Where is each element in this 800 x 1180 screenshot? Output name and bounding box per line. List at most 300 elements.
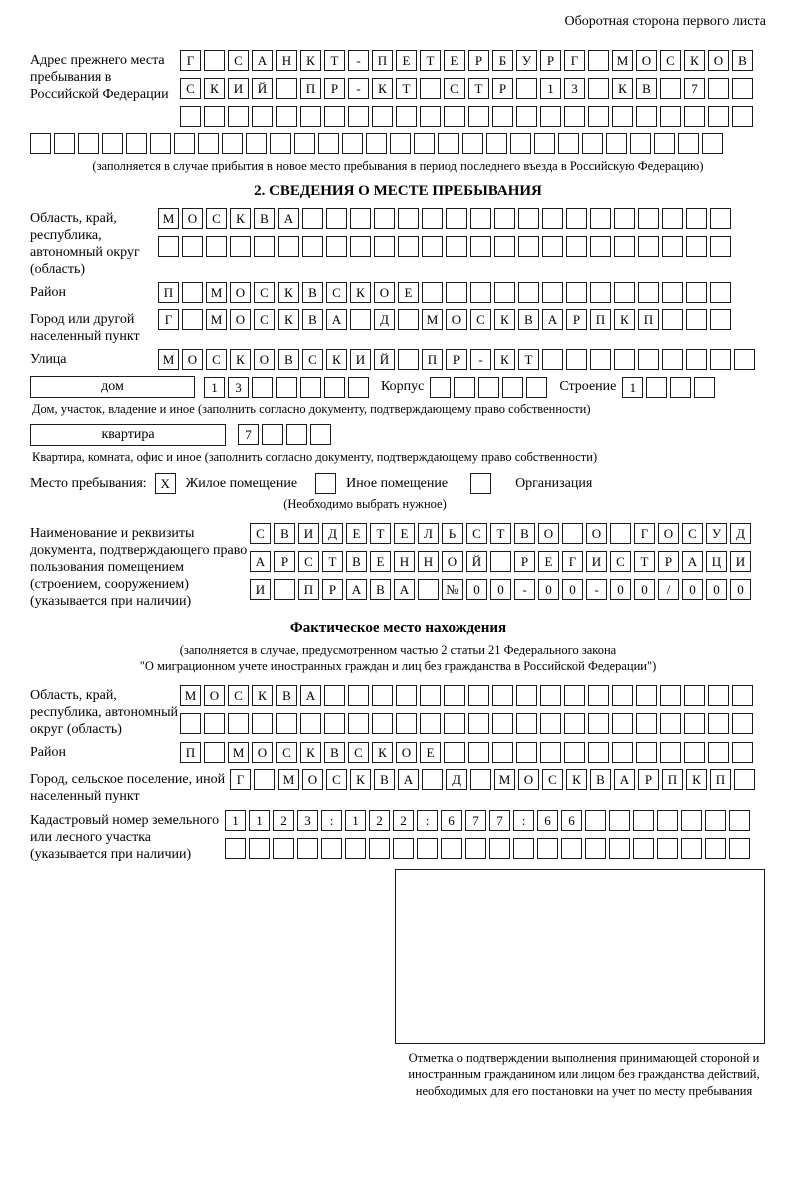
char-cell[interactable]: А — [398, 769, 419, 790]
char-cell[interactable] — [422, 208, 443, 229]
char-cell[interactable] — [609, 810, 630, 831]
char-cell[interactable] — [657, 810, 678, 831]
char-cell[interactable]: 6 — [537, 810, 558, 831]
char-cell[interactable] — [564, 685, 585, 706]
char-cell[interactable] — [418, 579, 439, 600]
char-cell[interactable] — [54, 133, 75, 154]
char-cell[interactable]: Е — [538, 551, 559, 572]
char-cell[interactable] — [374, 236, 395, 257]
char-cell[interactable]: Р — [322, 579, 343, 600]
char-cell[interactable]: Т — [468, 78, 489, 99]
char-cell[interactable]: Д — [322, 523, 343, 544]
char-cell[interactable] — [612, 742, 633, 763]
char-cell[interactable] — [612, 713, 633, 734]
char-cell[interactable] — [486, 133, 507, 154]
char-cell[interactable] — [612, 685, 633, 706]
char-cell[interactable]: К — [326, 349, 347, 370]
char-cell[interactable] — [321, 838, 342, 859]
char-cell[interactable]: О — [518, 769, 539, 790]
char-cell[interactable] — [204, 742, 225, 763]
char-cell[interactable]: М — [206, 282, 227, 303]
char-cell[interactable] — [612, 106, 633, 127]
char-cell[interactable] — [78, 133, 99, 154]
char-cell[interactable] — [366, 133, 387, 154]
char-cell[interactable]: А — [394, 579, 415, 600]
char-cell[interactable]: 0 — [538, 579, 559, 600]
char-cell[interactable]: С — [228, 685, 249, 706]
char-cell[interactable] — [372, 685, 393, 706]
char-cell[interactable]: М — [228, 742, 249, 763]
char-cell[interactable] — [249, 838, 270, 859]
char-cell[interactable]: А — [542, 309, 563, 330]
char-cell[interactable]: А — [278, 208, 299, 229]
char-cell[interactable]: Г — [180, 50, 201, 71]
char-cell[interactable] — [542, 282, 563, 303]
char-cell[interactable]: П — [710, 769, 731, 790]
char-cell[interactable] — [422, 236, 443, 257]
char-cell[interactable]: Р — [566, 309, 587, 330]
char-cell[interactable]: К — [230, 208, 251, 229]
char-cell[interactable] — [588, 78, 609, 99]
char-cell[interactable] — [585, 838, 606, 859]
char-cell[interactable]: - — [348, 78, 369, 99]
char-cell[interactable] — [638, 349, 659, 370]
char-cell[interactable]: О — [230, 309, 251, 330]
char-cell[interactable] — [636, 713, 657, 734]
char-cell[interactable] — [540, 106, 561, 127]
char-cell[interactable]: С — [542, 769, 563, 790]
char-cell[interactable] — [540, 685, 561, 706]
char-cell[interactable] — [566, 208, 587, 229]
char-cell[interactable]: В — [302, 309, 323, 330]
char-cell[interactable]: Г — [634, 523, 655, 544]
char-cell[interactable] — [468, 742, 489, 763]
char-cell[interactable] — [708, 106, 729, 127]
char-cell[interactable] — [252, 377, 273, 398]
char-cell[interactable]: Г — [230, 769, 251, 790]
char-cell[interactable] — [324, 377, 345, 398]
char-cell[interactable]: М — [278, 769, 299, 790]
char-cell[interactable]: Н — [394, 551, 415, 572]
char-cell[interactable]: 7 — [465, 810, 486, 831]
char-cell[interactable] — [638, 282, 659, 303]
char-cell[interactable] — [686, 282, 707, 303]
char-cell[interactable] — [398, 309, 419, 330]
char-cell[interactable] — [732, 713, 753, 734]
char-cell[interactable]: В — [370, 579, 391, 600]
char-cell[interactable] — [686, 236, 707, 257]
char-cell[interactable]: Д — [730, 523, 751, 544]
char-cell[interactable] — [590, 208, 611, 229]
char-cell[interactable]: К — [614, 309, 635, 330]
char-cell[interactable] — [273, 838, 294, 859]
char-cell[interactable] — [734, 349, 755, 370]
char-cell[interactable]: Ц — [706, 551, 727, 572]
char-cell[interactable] — [276, 713, 297, 734]
char-cell[interactable]: В — [274, 523, 295, 544]
char-cell[interactable] — [734, 769, 755, 790]
char-cell[interactable]: Д — [446, 769, 467, 790]
char-cell[interactable]: Е — [394, 523, 415, 544]
char-cell[interactable] — [350, 309, 371, 330]
char-cell[interactable]: Е — [420, 742, 441, 763]
char-cell[interactable]: И — [298, 523, 319, 544]
char-cell[interactable] — [470, 236, 491, 257]
char-cell[interactable] — [420, 685, 441, 706]
char-cell[interactable]: И — [250, 579, 271, 600]
char-cell[interactable] — [710, 208, 731, 229]
char-cell[interactable] — [585, 810, 606, 831]
char-cell[interactable] — [254, 236, 275, 257]
char-cell[interactable]: П — [422, 349, 443, 370]
char-cell[interactable]: С — [180, 78, 201, 99]
char-cell[interactable] — [540, 742, 561, 763]
char-cell[interactable] — [444, 713, 465, 734]
char-cell[interactable] — [262, 424, 283, 445]
char-cell[interactable]: П — [372, 50, 393, 71]
char-cell[interactable]: С — [276, 742, 297, 763]
char-cell[interactable]: С — [326, 769, 347, 790]
char-cell[interactable] — [609, 838, 630, 859]
char-cell[interactable]: С — [470, 309, 491, 330]
char-cell[interactable] — [462, 133, 483, 154]
char-cell[interactable]: В — [302, 282, 323, 303]
char-cell[interactable]: О — [586, 523, 607, 544]
char-cell[interactable] — [222, 133, 243, 154]
char-cell[interactable] — [686, 208, 707, 229]
char-cell[interactable]: 1 — [249, 810, 270, 831]
char-cell[interactable] — [694, 377, 715, 398]
char-cell[interactable]: К — [494, 309, 515, 330]
char-cell[interactable]: В — [636, 78, 657, 99]
char-cell[interactable] — [348, 685, 369, 706]
char-cell[interactable]: И — [586, 551, 607, 572]
char-cell[interactable] — [518, 282, 539, 303]
char-cell[interactable]: П — [662, 769, 683, 790]
char-cell[interactable] — [478, 377, 499, 398]
char-cell[interactable]: К — [252, 685, 273, 706]
char-cell[interactable] — [710, 282, 731, 303]
char-cell[interactable]: И — [350, 349, 371, 370]
char-cell[interactable]: 3 — [228, 377, 249, 398]
char-cell[interactable]: С — [206, 349, 227, 370]
char-cell[interactable] — [660, 742, 681, 763]
char-cell[interactable] — [516, 78, 537, 99]
char-cell[interactable] — [174, 133, 195, 154]
char-cell[interactable]: О — [230, 282, 251, 303]
char-cell[interactable]: К — [350, 769, 371, 790]
char-cell[interactable] — [438, 133, 459, 154]
char-cell[interactable] — [681, 838, 702, 859]
char-cell[interactable]: 0 — [562, 579, 583, 600]
char-cell[interactable] — [318, 133, 339, 154]
char-cell[interactable] — [422, 769, 443, 790]
char-cell[interactable]: Т — [324, 50, 345, 71]
char-cell[interactable]: 0 — [706, 579, 727, 600]
char-cell[interactable] — [276, 106, 297, 127]
char-cell[interactable] — [228, 713, 249, 734]
char-cell[interactable] — [705, 810, 726, 831]
char-cell[interactable]: О — [204, 685, 225, 706]
char-cell[interactable] — [492, 713, 513, 734]
char-cell[interactable]: 0 — [682, 579, 703, 600]
char-cell[interactable]: С — [250, 523, 271, 544]
char-cell[interactable] — [374, 208, 395, 229]
char-cell[interactable]: К — [300, 50, 321, 71]
char-cell[interactable]: Р — [446, 349, 467, 370]
char-cell[interactable]: 1 — [622, 377, 643, 398]
char-cell[interactable] — [684, 713, 705, 734]
char-cell[interactable]: О — [636, 50, 657, 71]
char-cell[interactable]: 2 — [273, 810, 294, 831]
char-cell[interactable] — [542, 236, 563, 257]
char-cell[interactable]: П — [180, 742, 201, 763]
char-cell[interactable] — [708, 685, 729, 706]
char-cell[interactable]: 0 — [730, 579, 751, 600]
char-cell[interactable] — [324, 106, 345, 127]
char-cell[interactable] — [300, 377, 321, 398]
char-cell[interactable]: Е — [346, 523, 367, 544]
char-cell[interactable]: Й — [252, 78, 273, 99]
char-cell[interactable] — [420, 106, 441, 127]
char-cell[interactable] — [276, 377, 297, 398]
char-cell[interactable]: Р — [274, 551, 295, 572]
char-cell[interactable]: 2 — [369, 810, 390, 831]
char-cell[interactable] — [708, 78, 729, 99]
char-cell[interactable]: К — [372, 742, 393, 763]
char-cell[interactable]: М — [494, 769, 515, 790]
char-cell[interactable] — [633, 810, 654, 831]
char-cell[interactable]: К — [204, 78, 225, 99]
char-cell[interactable]: В — [374, 769, 395, 790]
char-cell[interactable] — [420, 78, 441, 99]
char-cell[interactable] — [708, 742, 729, 763]
char-cell[interactable] — [396, 106, 417, 127]
char-cell[interactable] — [513, 838, 534, 859]
char-cell[interactable] — [350, 208, 371, 229]
char-cell[interactable]: И — [730, 551, 751, 572]
char-cell[interactable] — [606, 133, 627, 154]
char-cell[interactable]: М — [158, 349, 179, 370]
char-cell[interactable]: К — [300, 742, 321, 763]
char-cell[interactable]: О — [302, 769, 323, 790]
char-cell[interactable] — [286, 424, 307, 445]
char-cell[interactable] — [566, 349, 587, 370]
char-cell[interactable]: С — [682, 523, 703, 544]
char-cell[interactable]: Т — [370, 523, 391, 544]
char-cell[interactable] — [446, 282, 467, 303]
char-cell[interactable] — [681, 810, 702, 831]
char-cell[interactable]: Р — [638, 769, 659, 790]
char-cell[interactable]: 6 — [561, 810, 582, 831]
char-cell[interactable] — [588, 685, 609, 706]
char-cell[interactable] — [582, 133, 603, 154]
char-cell[interactable] — [657, 838, 678, 859]
char-cell[interactable] — [684, 742, 705, 763]
char-cell[interactable] — [465, 838, 486, 859]
char-cell[interactable]: 7 — [489, 810, 510, 831]
char-cell[interactable] — [732, 106, 753, 127]
char-cell[interactable] — [350, 236, 371, 257]
char-cell[interactable] — [614, 282, 635, 303]
char-cell[interactable] — [490, 551, 511, 572]
char-cell[interactable]: Е — [370, 551, 391, 572]
char-cell[interactable] — [590, 282, 611, 303]
char-cell[interactable]: 0 — [610, 579, 631, 600]
char-cell[interactable]: С — [444, 78, 465, 99]
char-cell[interactable] — [182, 236, 203, 257]
char-cell[interactable] — [393, 838, 414, 859]
char-cell[interactable]: 1 — [225, 810, 246, 831]
char-cell[interactable]: Т — [490, 523, 511, 544]
char-cell[interactable] — [348, 106, 369, 127]
char-cell[interactable]: Н — [418, 551, 439, 572]
char-cell[interactable] — [182, 282, 203, 303]
char-cell[interactable] — [660, 106, 681, 127]
char-cell[interactable]: Т — [396, 78, 417, 99]
char-cell[interactable]: Н — [276, 50, 297, 71]
char-cell[interactable] — [454, 377, 475, 398]
char-cell[interactable] — [348, 713, 369, 734]
char-cell[interactable]: К — [278, 282, 299, 303]
checkbox-organization[interactable] — [470, 473, 491, 494]
char-cell[interactable] — [636, 742, 657, 763]
char-cell[interactable] — [446, 208, 467, 229]
char-cell[interactable]: 1 — [345, 810, 366, 831]
char-cell[interactable] — [705, 838, 726, 859]
char-cell[interactable]: Е — [396, 50, 417, 71]
char-cell[interactable] — [732, 685, 753, 706]
char-cell[interactable]: - — [514, 579, 535, 600]
char-cell[interactable] — [422, 282, 443, 303]
char-cell[interactable]: К — [684, 50, 705, 71]
char-cell[interactable] — [225, 838, 246, 859]
char-cell[interactable] — [278, 236, 299, 257]
char-cell[interactable] — [489, 838, 510, 859]
char-cell[interactable]: А — [614, 769, 635, 790]
char-cell[interactable]: К — [350, 282, 371, 303]
char-cell[interactable]: С — [660, 50, 681, 71]
char-cell[interactable] — [588, 106, 609, 127]
char-cell[interactable] — [182, 309, 203, 330]
char-cell[interactable] — [638, 236, 659, 257]
char-cell[interactable] — [246, 133, 267, 154]
char-cell[interactable] — [702, 133, 723, 154]
char-cell[interactable] — [470, 282, 491, 303]
char-cell[interactable]: К — [372, 78, 393, 99]
char-cell[interactable] — [206, 236, 227, 257]
char-cell[interactable] — [398, 208, 419, 229]
char-cell[interactable]: У — [516, 50, 537, 71]
char-cell[interactable] — [441, 838, 462, 859]
char-cell[interactable]: Й — [466, 551, 487, 572]
char-cell[interactable] — [636, 685, 657, 706]
char-cell[interactable]: - — [586, 579, 607, 600]
char-cell[interactable] — [158, 236, 179, 257]
char-cell[interactable] — [662, 282, 683, 303]
char-cell[interactable] — [710, 349, 731, 370]
char-cell[interactable] — [204, 713, 225, 734]
char-cell[interactable] — [564, 106, 585, 127]
char-cell[interactable]: Л — [418, 523, 439, 544]
char-cell[interactable] — [588, 713, 609, 734]
char-cell[interactable]: : — [321, 810, 342, 831]
char-cell[interactable]: 6 — [441, 810, 462, 831]
char-cell[interactable]: О — [708, 50, 729, 71]
char-cell[interactable]: Т — [322, 551, 343, 572]
char-cell[interactable] — [684, 685, 705, 706]
char-cell[interactable]: К — [230, 349, 251, 370]
char-cell[interactable] — [300, 713, 321, 734]
char-cell[interactable] — [633, 838, 654, 859]
char-cell[interactable] — [686, 309, 707, 330]
char-cell[interactable] — [230, 236, 251, 257]
char-cell[interactable] — [302, 208, 323, 229]
char-cell[interactable] — [446, 236, 467, 257]
char-cell[interactable]: О — [396, 742, 417, 763]
char-cell[interactable]: М — [180, 685, 201, 706]
char-cell[interactable]: А — [252, 50, 273, 71]
char-cell[interactable]: Ь — [442, 523, 463, 544]
char-cell[interactable]: С — [254, 282, 275, 303]
char-cell[interactable]: В — [732, 50, 753, 71]
char-cell[interactable] — [372, 106, 393, 127]
char-cell[interactable] — [468, 685, 489, 706]
char-cell[interactable] — [510, 133, 531, 154]
char-cell[interactable] — [516, 685, 537, 706]
char-cell[interactable]: Г — [564, 50, 585, 71]
char-cell[interactable] — [492, 106, 513, 127]
char-cell[interactable] — [102, 133, 123, 154]
char-cell[interactable]: Р — [658, 551, 679, 572]
char-cell[interactable]: Р — [492, 78, 513, 99]
char-cell[interactable] — [252, 713, 273, 734]
char-cell[interactable] — [276, 78, 297, 99]
char-cell[interactable] — [252, 106, 273, 127]
char-cell[interactable] — [518, 236, 539, 257]
char-cell[interactable]: 0 — [466, 579, 487, 600]
char-cell[interactable] — [516, 713, 537, 734]
char-cell[interactable]: - — [348, 50, 369, 71]
char-cell[interactable]: № — [442, 579, 463, 600]
char-cell[interactable]: 0 — [634, 579, 655, 600]
char-cell[interactable] — [444, 685, 465, 706]
char-cell[interactable]: К — [566, 769, 587, 790]
char-cell[interactable] — [417, 838, 438, 859]
char-cell[interactable]: 7 — [238, 424, 259, 445]
char-cell[interactable] — [710, 309, 731, 330]
char-cell[interactable]: С — [466, 523, 487, 544]
char-cell[interactable] — [660, 713, 681, 734]
char-cell[interactable]: 7 — [684, 78, 705, 99]
char-cell[interactable] — [660, 78, 681, 99]
char-cell[interactable] — [542, 208, 563, 229]
char-cell[interactable] — [468, 713, 489, 734]
char-cell[interactable]: В — [278, 349, 299, 370]
char-cell[interactable] — [516, 742, 537, 763]
char-cell[interactable] — [180, 713, 201, 734]
char-cell[interactable] — [324, 685, 345, 706]
char-cell[interactable] — [228, 106, 249, 127]
char-cell[interactable] — [588, 50, 609, 71]
char-cell[interactable] — [662, 236, 683, 257]
checkbox-other-premises[interactable] — [315, 473, 336, 494]
char-cell[interactable]: В — [518, 309, 539, 330]
char-cell[interactable]: К — [612, 78, 633, 99]
char-cell[interactable] — [470, 769, 491, 790]
char-cell[interactable] — [494, 282, 515, 303]
char-cell[interactable] — [638, 208, 659, 229]
